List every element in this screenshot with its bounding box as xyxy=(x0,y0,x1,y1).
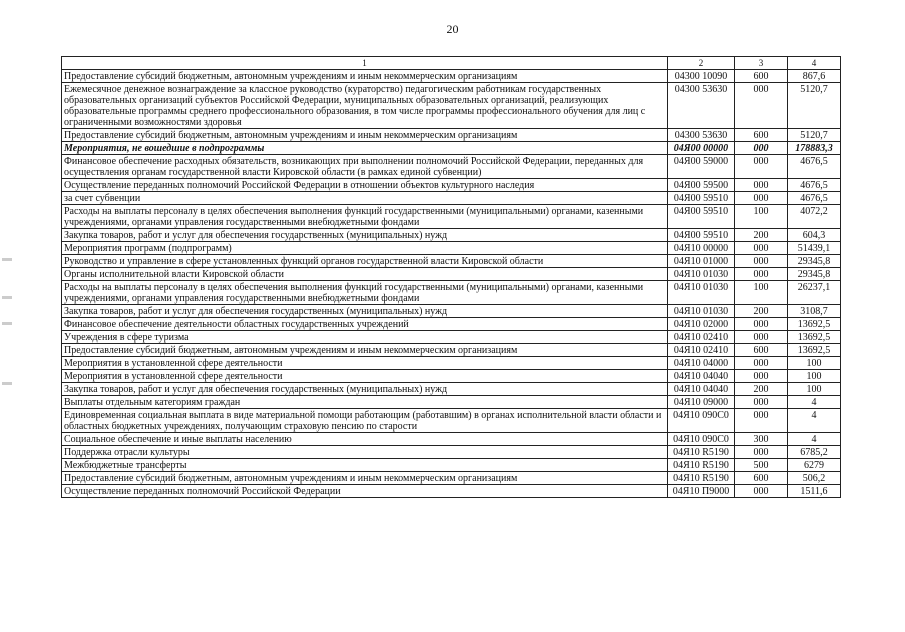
cell-type: 000 xyxy=(735,255,788,268)
cell-name: Мероприятия, не вошедшие в подпрограммы xyxy=(62,142,668,155)
cell-name: Закупка товаров, работ и услуг для обеспечения государственных (муниципальных) нужд xyxy=(62,305,668,318)
table-row xyxy=(62,357,841,370)
cell-name: Мероприятия программ (подпрограмм) xyxy=(62,242,668,255)
cell-type: 000 xyxy=(735,331,788,344)
table-body xyxy=(62,70,841,498)
cell-sum: 26237,1 xyxy=(788,281,841,305)
cell-type: 600 xyxy=(735,70,788,83)
cell-code: 04Я10 02410 xyxy=(668,331,735,344)
cell-sum: 5120,7 xyxy=(788,83,841,129)
table-row xyxy=(62,409,841,433)
cell-sum: 6279 xyxy=(788,459,841,472)
cell-type: 000 xyxy=(735,179,788,192)
cell-sum: 13692,5 xyxy=(788,344,841,357)
cell-type: 100 xyxy=(735,205,788,229)
cell-sum: 4676,5 xyxy=(788,155,841,179)
cell-code: 04Я10 09000 xyxy=(668,396,735,409)
cell-type: 000 xyxy=(735,370,788,383)
table-row xyxy=(62,396,841,409)
column-header-sum: 4 xyxy=(788,57,841,70)
cell-code: 04Я10 090С0 xyxy=(668,409,735,433)
scan-artifact xyxy=(2,382,12,385)
cell-code: 04Я00 00000 xyxy=(668,142,735,155)
table-row xyxy=(62,155,841,179)
table-row xyxy=(62,485,841,498)
table-row xyxy=(62,344,841,357)
cell-sum: 100 xyxy=(788,357,841,370)
cell-sum: 29345,8 xyxy=(788,255,841,268)
cell-type: 200 xyxy=(735,229,788,242)
cell-code: 04Я10 00000 xyxy=(668,242,735,255)
cell-name: Расходы на выплаты персоналу в целях обеспечения выполнения функций государственными (муниципальными) органами, казенными учреждениями, органами управления государственными внебюджетными фондами xyxy=(62,281,668,305)
table-row xyxy=(62,205,841,229)
cell-name: Мероприятия в установленной сфере деятельности xyxy=(62,370,668,383)
cell-type: 000 xyxy=(735,155,788,179)
cell-type: 000 xyxy=(735,396,788,409)
cell-sum: 604,3 xyxy=(788,229,841,242)
column-header-type: 3 xyxy=(735,57,788,70)
cell-type: 600 xyxy=(735,472,788,485)
cell-code: 04Я00 59510 xyxy=(668,205,735,229)
cell-code: 04Я00 59510 xyxy=(668,192,735,205)
cell-sum: 4 xyxy=(788,433,841,446)
cell-type: 200 xyxy=(735,383,788,396)
cell-type: 000 xyxy=(735,357,788,370)
cell-code: 04Я10 R5190 xyxy=(668,459,735,472)
cell-code: 04Я10 04000 xyxy=(668,357,735,370)
cell-code: 04Я10 01030 xyxy=(668,281,735,305)
cell-name: Руководство и управление в сфере установленных функций органов государственной власти Кировской области xyxy=(62,255,668,268)
table-row xyxy=(62,446,841,459)
cell-name: Предоставление субсидий бюджетным, автономным учреждениям и иным некоммерческим организациям xyxy=(62,129,668,142)
cell-type: 000 xyxy=(735,268,788,281)
cell-type: 000 xyxy=(735,318,788,331)
cell-code: 04Я10 04040 xyxy=(668,370,735,383)
table-row xyxy=(62,281,841,305)
page-number: 20 xyxy=(446,22,459,36)
cell-name: Межбюджетные трансферты xyxy=(62,459,668,472)
cell-code: 04Я00 59000 xyxy=(668,155,735,179)
cell-name: Закупка товаров, работ и услуг для обеспечения государственных (муниципальных) нужд xyxy=(62,229,668,242)
table-row xyxy=(62,229,841,242)
cell-name: Предоставление субсидий бюджетным, автономным учреждениям и иным некоммерческим организациям xyxy=(62,472,668,485)
table-row xyxy=(62,192,841,205)
cell-sum: 29345,8 xyxy=(788,268,841,281)
cell-name: Социальное обеспечение и иные выплаты населению xyxy=(62,433,668,446)
scan-artifact xyxy=(2,322,12,325)
cell-name: Учреждения в сфере туризма xyxy=(62,331,668,344)
table-row xyxy=(62,83,841,129)
cell-type: 000 xyxy=(735,83,788,129)
cell-code: 04Я10 02410 xyxy=(668,344,735,357)
cell-type: 100 xyxy=(735,281,788,305)
cell-name: Закупка товаров, работ и услуг для обеспечения государственных (муниципальных) нужд xyxy=(62,383,668,396)
table-row xyxy=(62,370,841,383)
cell-code: 04Я10 01030 xyxy=(668,305,735,318)
cell-sum: 4 xyxy=(788,396,841,409)
cell-sum: 506,2 xyxy=(788,472,841,485)
column-header-name: 1 xyxy=(62,57,668,70)
table-row xyxy=(62,179,841,192)
cell-code: 04Я10 01030 xyxy=(668,268,735,281)
table-row xyxy=(62,459,841,472)
cell-sum: 13692,5 xyxy=(788,331,841,344)
cell-sum: 4676,5 xyxy=(788,192,841,205)
cell-sum: 867,6 xyxy=(788,70,841,83)
cell-sum: 51439,1 xyxy=(788,242,841,255)
table-row xyxy=(62,70,841,83)
cell-sum: 4072,2 xyxy=(788,205,841,229)
scan-artifact xyxy=(2,296,12,299)
cell-sum: 6785,2 xyxy=(788,446,841,459)
table-row xyxy=(62,129,841,142)
cell-name: Единовременная социальная выплата в виде материальной помощи работающим (работавшим) в органах исполнительной власти области и областных бюджетных учреждениях, получающим страховую пенсию по старости xyxy=(62,409,668,433)
cell-sum: 5120,7 xyxy=(788,129,841,142)
cell-code: 04300 53630 xyxy=(668,83,735,129)
cell-sum: 100 xyxy=(788,383,841,396)
table-row xyxy=(62,142,841,155)
cell-sum: 178883,3 xyxy=(788,142,841,155)
table-row xyxy=(62,268,841,281)
cell-name: Ежемесячное денежное вознаграждение за классное руководство (кураторство) педагогическим работникам государственных образовательных организаций субъектов Российской Федерации, муниципальных образовательных организаций, реализующих образовательные программы среднего профессионального образования, в том числе программы профессионального обучения для лиц с ограниченными возможностями здоровья xyxy=(62,83,668,129)
cell-code: 04Я10 090С0 xyxy=(668,433,735,446)
cell-sum: 100 xyxy=(788,370,841,383)
cell-type: 000 xyxy=(735,142,788,155)
cell-sum: 4 xyxy=(788,409,841,433)
cell-type: 600 xyxy=(735,129,788,142)
cell-name: за счет субвенции xyxy=(62,192,668,205)
cell-sum: 4676,5 xyxy=(788,179,841,192)
cell-name: Финансовое обеспечение деятельности областных государственных учреждений xyxy=(62,318,668,331)
cell-type: 000 xyxy=(735,485,788,498)
cell-code: 04Я10 04040 xyxy=(668,383,735,396)
cell-sum: 3108,7 xyxy=(788,305,841,318)
column-header-code: 2 xyxy=(668,57,735,70)
cell-code: 04Я10 02000 xyxy=(668,318,735,331)
cell-type: 000 xyxy=(735,409,788,433)
cell-code: 04300 10090 xyxy=(668,70,735,83)
table-row xyxy=(62,383,841,396)
cell-name: Органы исполнительной власти Кировской области xyxy=(62,268,668,281)
table-row xyxy=(62,433,841,446)
cell-type: 600 xyxy=(735,344,788,357)
budget-table xyxy=(61,56,841,498)
cell-name: Расходы на выплаты персоналу в целях обеспечения выполнения функций государственными (муниципальными) органами, казенными учреждениями, органами управления государственными внебюджетными фондами xyxy=(62,205,668,229)
cell-type: 000 xyxy=(735,446,788,459)
cell-code: 04300 53630 xyxy=(668,129,735,142)
table-row xyxy=(62,305,841,318)
cell-code: 04Я10 R5190 xyxy=(668,472,735,485)
cell-sum: 13692,5 xyxy=(788,318,841,331)
cell-type: 300 xyxy=(735,433,788,446)
cell-code: 04Я10 R5190 xyxy=(668,446,735,459)
table-row xyxy=(62,472,841,485)
cell-type: 200 xyxy=(735,305,788,318)
table-row xyxy=(62,255,841,268)
cell-code: 04Я10 П9000 xyxy=(668,485,735,498)
table-row xyxy=(62,318,841,331)
cell-sum: 1511,6 xyxy=(788,485,841,498)
scan-artifact xyxy=(2,258,12,261)
cell-name: Осуществление переданных полномочий Российской Федерации в отношении объектов культурного наследия xyxy=(62,179,668,192)
cell-name: Мероприятия в установленной сфере деятельности xyxy=(62,357,668,370)
cell-name: Финансовое обеспечение расходных обязательств, возникающих при выполнении полномочий Российской Федерации, переданных для осуществления органам государственной власти Кировской области (в рамках единой субвенции) xyxy=(62,155,668,179)
table-row xyxy=(62,331,841,344)
table-row xyxy=(62,242,841,255)
cell-code: 04Я00 59500 xyxy=(668,179,735,192)
cell-type: 000 xyxy=(735,242,788,255)
cell-name: Поддержка отрасли культуры xyxy=(62,446,668,459)
cell-code: 04Я10 01000 xyxy=(668,255,735,268)
cell-name: Выплаты отдельным категориям граждан xyxy=(62,396,668,409)
cell-type: 500 xyxy=(735,459,788,472)
cell-type: 000 xyxy=(735,192,788,205)
table-header-row xyxy=(62,57,841,70)
cell-name: Осуществление переданных полномочий Российской Федерации xyxy=(62,485,668,498)
cell-code: 04Я00 59510 xyxy=(668,229,735,242)
cell-name: Предоставление субсидий бюджетным, автономным учреждениям и иным некоммерческим организациям xyxy=(62,344,668,357)
cell-name: Предоставление субсидий бюджетным, автономным учреждениям и иным некоммерческим организациям xyxy=(62,70,668,83)
